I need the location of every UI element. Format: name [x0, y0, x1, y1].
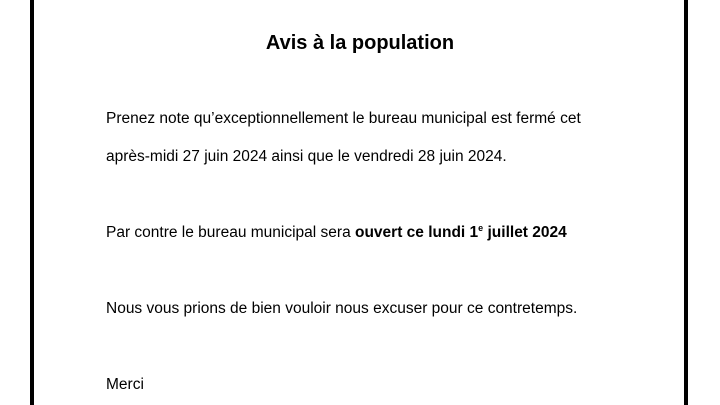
reopening-text: Par contre le bureau municipal sera	[106, 224, 355, 241]
paragraph-closure-line-1: Prenez note qu’exceptionnellement le bureau municipal est fermé cet	[106, 110, 581, 127]
paragraph-reopening	[106, 223, 567, 243]
ordinal-superscript: e	[478, 223, 484, 233]
paragraph-closure-line-2: après-midi 27 juin 2024 ainsi que le vendredi 28 juin 2024.	[106, 148, 507, 165]
reopening-date-part-2: juillet 2024	[483, 224, 567, 241]
page-border-frame	[30, 0, 688, 405]
notice-title: Avis à la population	[265, 32, 455, 54]
reopening-date-part-1: ouvert ce lundi 1	[355, 224, 479, 241]
closing-thanks: Merci	[106, 376, 144, 393]
reopening-date-bold	[355, 224, 567, 241]
paragraph-apology: Nous vous prions de bien vouloir nous excuser pour ce contretemps.	[106, 300, 578, 317]
